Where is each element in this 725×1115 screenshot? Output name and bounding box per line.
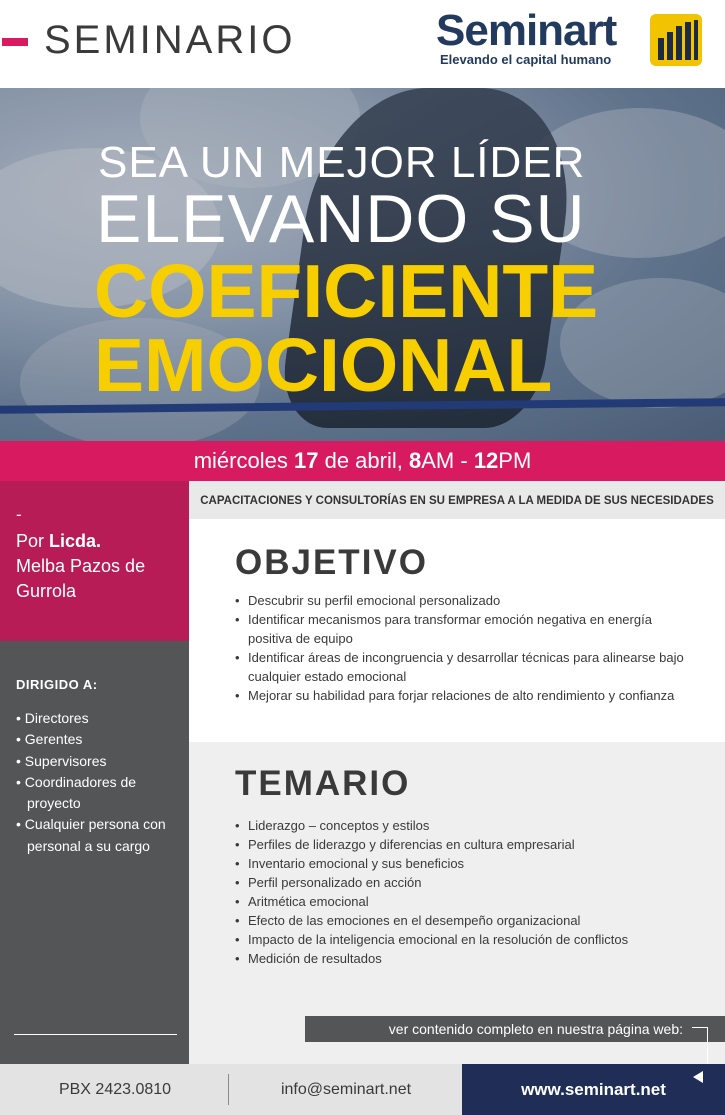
temario-item: • Impacto de la inteligencia emocional en la resolución de conflictos	[235, 930, 685, 949]
speaker-dash: -	[16, 505, 22, 524]
website-link[interactable]: www.seminart.net	[462, 1064, 725, 1115]
footer-divider	[228, 1074, 229, 1105]
audience-title: DIRIGIDO A:	[16, 677, 98, 692]
email-link[interactable]: info@seminart.net	[280, 1081, 412, 1098]
headline-line-1: SEA UN MEJOR LÍDER	[98, 138, 586, 187]
objetivo-item: • Descubrir su perfil emocional personalizado	[235, 591, 685, 610]
headline-line-4: EMOCIONAL	[94, 323, 553, 407]
audience-item: • Gerentes	[16, 731, 83, 748]
seminario-label: SEMINARIO	[44, 18, 296, 62]
accent-dash	[2, 38, 28, 46]
header	[0, 0, 725, 88]
temario-item: • Medición de resultados	[235, 949, 685, 968]
footer	[0, 1064, 725, 1115]
objetivo-list	[235, 591, 685, 705]
audience-item: • Cualquier persona con personal a su cargo	[16, 816, 166, 854]
objetivo-item: • Identificar mecanismos para transformar emoción negativa en energía positiva de equipo	[235, 610, 685, 648]
divider	[14, 1034, 177, 1035]
objetivo-item: • Mejorar su habilidad para forjar relaciones de alto rendimiento y confianza	[235, 686, 685, 705]
temario-item: • Efecto de las emociones en el desempeño organizacional	[235, 911, 685, 930]
logo-tagline: Elevando el capital humano	[440, 52, 612, 67]
audience-item: • Directores	[16, 710, 89, 726]
audience-list	[16, 708, 184, 857]
temario-item: • Inventario emocional y sus beneficios	[235, 854, 685, 873]
seminart-logo	[436, 6, 704, 70]
capacitaciones-bar: CAPACITACIONES Y CONSULTORÍAS EN SU EMPRESA A LA MEDIDA DE SUS NECESIDADES	[189, 481, 725, 519]
speaker-name: Por Licda. Melba Pazos de Gurrola	[16, 531, 146, 601]
speaker-box	[0, 481, 189, 641]
temario-item: • Perfiles de liderazgo y diferencias en cultura empresarial	[235, 835, 685, 854]
temario-title: TEMARIO	[235, 764, 411, 803]
temario-item: • Liderazgo – conceptos y estilos	[235, 816, 685, 835]
temario-list	[235, 816, 685, 968]
arrow-left-icon	[693, 1071, 703, 1083]
web-note-bar: ver contenido completo en nuestra página web:	[305, 1016, 725, 1042]
objetivo-section	[189, 519, 725, 742]
audience-item: • Coordinadores de proyecto	[16, 773, 137, 812]
temario-item: • Aritmética emocional	[235, 892, 685, 911]
objetivo-item: • Identificar áreas de incongruencia y desarrollar técnicas para alinearse bajo cualquier estado emocional	[235, 648, 685, 686]
bar-chart-icon	[650, 14, 702, 66]
headline-line-3: COEFICIENTE	[94, 249, 599, 333]
temario-item: • Perfil personalizado en acción	[235, 873, 685, 892]
date-bar: miércoles 17 de abril, 8AM - 12PM	[0, 441, 725, 481]
headline-line-2: ELEVANDO SU	[96, 181, 586, 257]
phone-number: PBX 2423.0810	[58, 1081, 172, 1098]
hero-banner	[0, 88, 725, 441]
logo-brand: Seminart	[436, 6, 617, 55]
objetivo-title: OBJETIVO	[235, 543, 428, 582]
audience-panel	[0, 641, 189, 1064]
audience-item: • Supervisores	[16, 752, 107, 769]
